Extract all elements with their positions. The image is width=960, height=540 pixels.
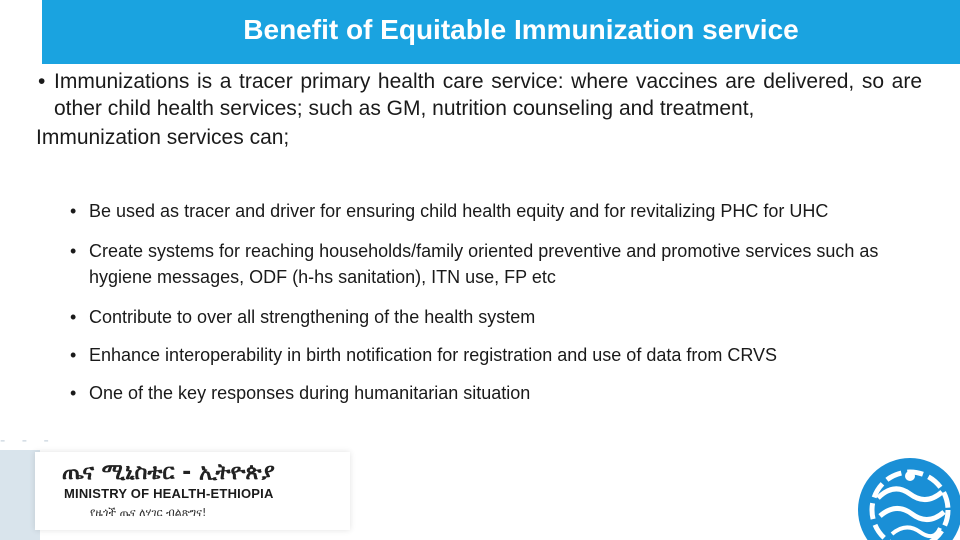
bullet-dot: •: [70, 307, 77, 327]
ministry-emblem-icon: [848, 452, 960, 540]
list-item-text: Be used as tracer and driver for ensuring child health equity and for revitalizing PHC for UHC: [89, 201, 829, 221]
logo-tagline: የዜጎች ጤና ለሃገር ብልጽግና!: [90, 506, 207, 519]
list-item-text: One of the key responses during humanitarian situation: [89, 383, 531, 403]
list-item: [70, 380, 920, 406]
title-bar: [42, 0, 960, 64]
bullet-dot: •: [38, 70, 46, 93]
page-title: Benefit of Equitable Immunization service: [243, 14, 799, 45]
bullet-dot: •: [70, 345, 77, 365]
bullet-dot: •: [70, 201, 77, 221]
bullet-dot: •: [70, 383, 77, 403]
logo-amharic-text: ጤና ሚኒስቴር - ኢትዮጵያ: [62, 460, 275, 485]
bullet-dot: •: [70, 241, 77, 261]
intro-text: Immunizations is a tracer primary health care service: where vaccines are delivered, so are other child health services; such as GM, nutrition counseling and treatment,: [54, 70, 922, 120]
list-item-text: Create systems for reaching households/family oriented preventive and promotive services such as hygiene messages, ODF (h-hs sanitation), ITN use, FP etc: [89, 241, 879, 287]
intro-bullet: [36, 68, 922, 122]
intro-lead: Immunization services can;: [36, 126, 290, 149]
list-item: [70, 238, 920, 290]
decorative-dashes: - - -: [0, 432, 55, 449]
list-item-text: Enhance interoperability in birth notification for registration and use of data from CRVS: [89, 345, 778, 365]
decorative-shade: [0, 450, 40, 540]
points-list: [70, 198, 920, 406]
list-item: [70, 342, 920, 368]
list-item: [70, 198, 920, 224]
intro-section: [36, 68, 922, 151]
logo-ministry-text: MINISTRY OF HEALTH-ETHIOPIA: [64, 486, 274, 501]
list-item-text: Contribute to over all strengthening of the health system: [89, 307, 536, 327]
list-item: [70, 304, 920, 330]
